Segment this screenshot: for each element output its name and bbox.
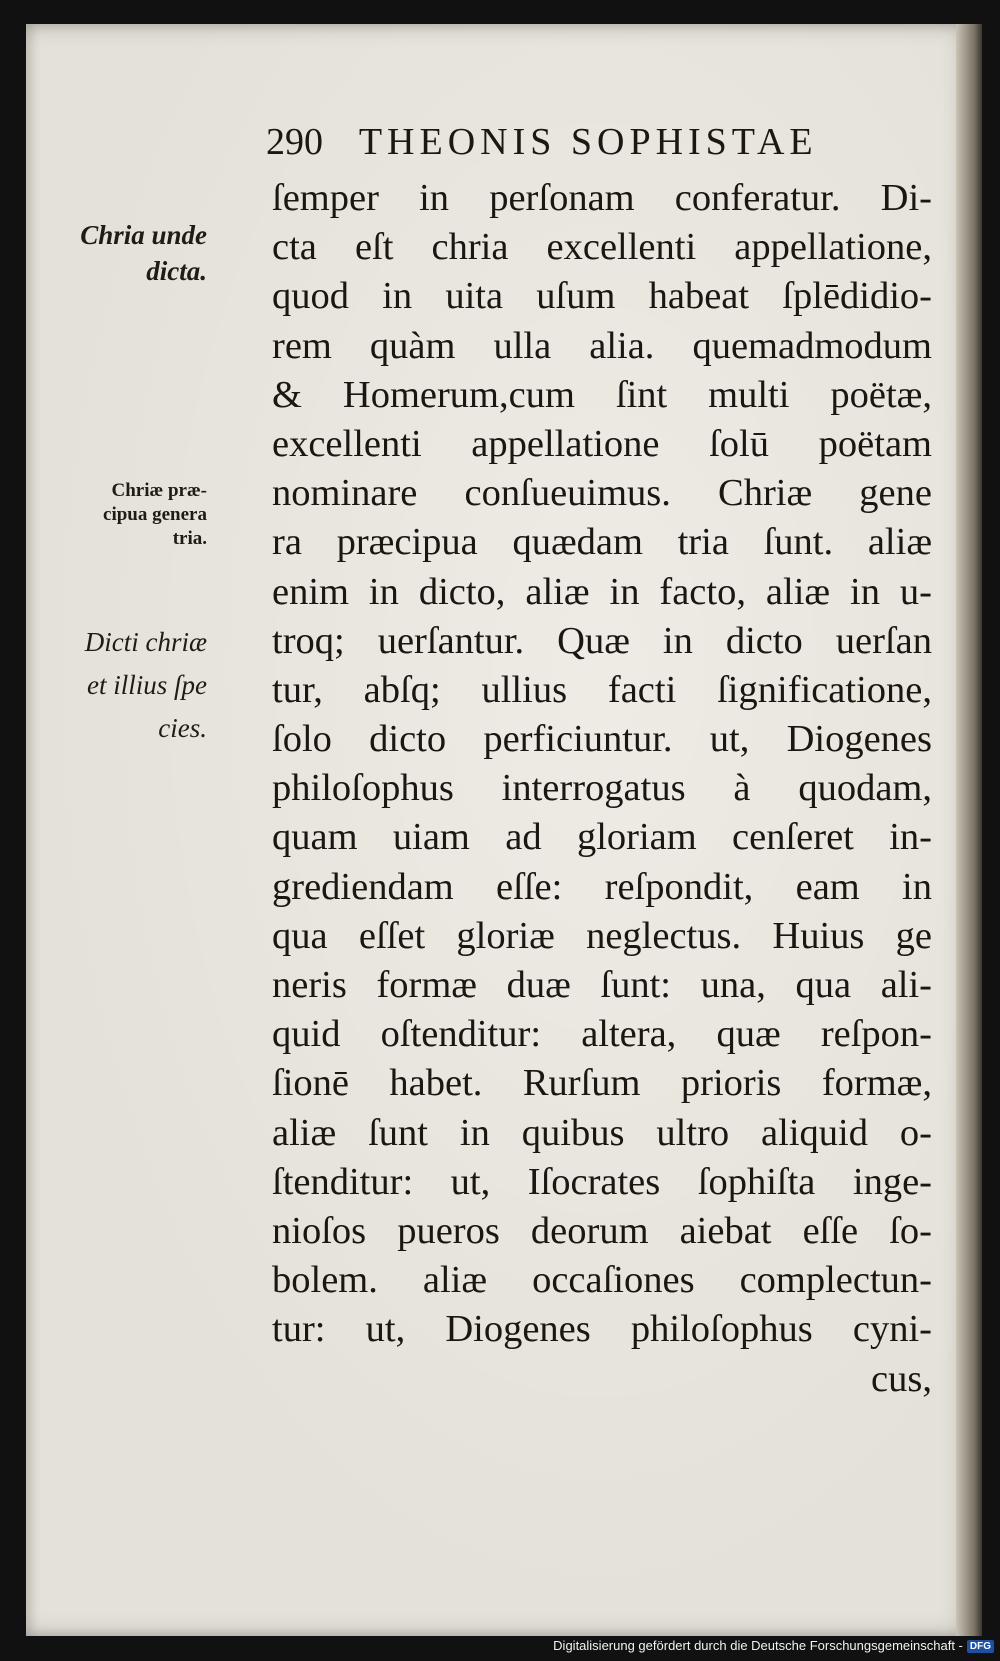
text-line: tur: ut, Diogenes philoſophus cyni- <box>272 1308 932 1351</box>
text-line: excellenti appellatione ſolū poëtam <box>272 422 932 465</box>
main-text-block <box>272 174 932 1404</box>
marginal-note-chria-unde-dicta <box>80 217 207 289</box>
text-line: ſolo dicto perficiuntur. ut, Diogenes <box>272 718 932 761</box>
text-line: qua eſſet gloriæ neglectus. Huius ge <box>272 914 932 957</box>
marginal-note-line: cies. <box>158 713 207 743</box>
text-line: quam uiam ad gloriam cenſeret in- <box>272 816 932 859</box>
running-title: THEONIS SOPHISTAE <box>358 121 818 163</box>
text-line: & Homerum,cum ſint multi poëtæ, <box>272 373 932 416</box>
marginal-note-line: tria. <box>172 528 207 549</box>
text-line: cta eſt chria excellenti appellatione, <box>272 226 932 269</box>
text-line: bolem. aliæ occaſiones complectun- <box>272 1259 932 1302</box>
page-number: 290 <box>266 121 323 163</box>
text-line: tur, abſq; ullius facti ſignificatione, <box>272 668 932 711</box>
marginal-note-line: dicta. <box>146 256 207 286</box>
text-line: quid oſtenditur: altera, quæ reſpon- <box>272 1013 932 1056</box>
text-line: enim in dicto, aliæ in facto, aliæ in u- <box>272 570 932 613</box>
text-line: aliæ ſunt in quibus ultro aliquid o- <box>272 1111 932 1154</box>
book-spine-edge <box>956 24 982 1636</box>
marginal-note-dicti-chriae <box>85 621 207 750</box>
book-page <box>26 24 982 1636</box>
text-line: ſtenditur: ut, Iſocrates ſophiſta inge- <box>272 1160 932 1203</box>
text-line: ſionē habet. Rurſum prioris formæ, <box>272 1062 932 1105</box>
marginal-note-line: et illius ſpe <box>87 670 207 700</box>
text-line: neris formæ duæ ſunt: una, qua ali- <box>272 964 932 1006</box>
marginal-note-line: cipua genera <box>103 504 207 525</box>
dfg-logo: DFG <box>967 1640 994 1653</box>
marginal-note-line: Chria unde <box>80 220 207 250</box>
text-line: troq; uerſantur. Quæ in dicto uerſan <box>272 619 932 662</box>
text-line: ſemper in perſonam conferatur. Di- <box>272 177 932 219</box>
text-line: rem quàm ulla alia. quemadmodum <box>272 324 932 367</box>
credit-text: Digitalisierung gefördert durch die Deutsche Forschungsgemeinschaft - <box>553 1637 963 1653</box>
digitization-credit <box>553 1638 994 1653</box>
text-line: nominare conſueuimus. Chriæ gene <box>272 472 932 515</box>
text-line: quod in uita uſum habeat ſplēdidio- <box>272 275 932 318</box>
marginal-note-line: Chriæ præ- <box>111 480 207 501</box>
catchword: cus, <box>871 1357 932 1400</box>
running-head <box>266 120 906 164</box>
text-line: philoſophus interrogatus à quodam, <box>272 767 932 810</box>
text-line: grediendam eſſe: reſpondit, eam in <box>272 865 932 908</box>
marginal-note-chriae-genera <box>103 479 207 551</box>
marginal-note-line: Dicti chriæ <box>84 627 207 657</box>
text-line: ra præcipua quædam tria ſunt. aliæ <box>272 521 932 564</box>
text-line: nioſos pueros deorum aiebat eſſe ſo- <box>272 1209 932 1252</box>
